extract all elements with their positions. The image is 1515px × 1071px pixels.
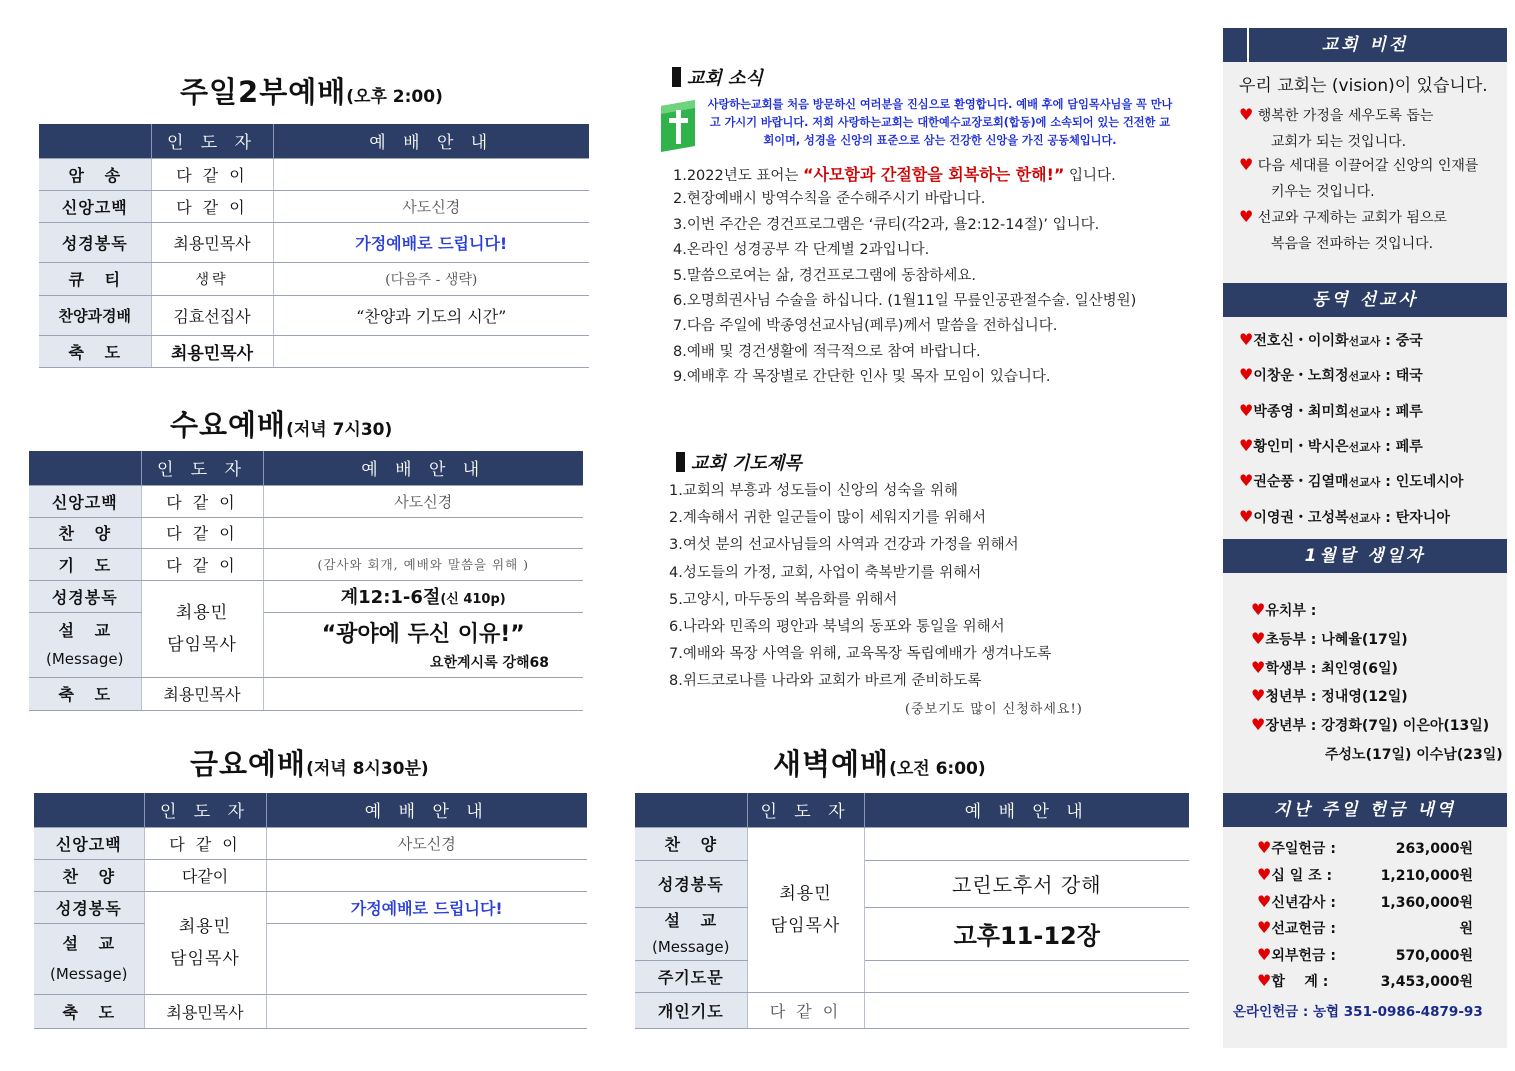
heart-icon: ♥ <box>1239 330 1254 349</box>
table-row <box>635 827 1189 860</box>
row-content <box>266 859 587 891</box>
motto-highlight: “사모함과 간절함을 회복하는 한해!” <box>803 165 1065 184</box>
row-label: 성경봉독 <box>34 891 144 923</box>
heart-icon: ♥ <box>1257 918 1272 937</box>
row-content <box>266 923 587 994</box>
row-label: 찬 양 <box>34 859 144 891</box>
offering-amount: 570,000원 <box>1395 948 1473 964</box>
row-leader: 다같이 <box>144 859 266 891</box>
birthdays-header <box>1223 539 1507 573</box>
heart-icon: ♥ <box>1257 865 1272 884</box>
missionary-suffix: 선교사 <box>1348 335 1381 348</box>
row-leader: 다 같 이 <box>141 517 263 548</box>
row-label-line1: 설 교 <box>62 933 116 953</box>
sunday-time: (오후 2:00) <box>346 87 443 107</box>
missionaries-header <box>1223 283 1507 317</box>
offering-label: 주일헌금 <box>1271 841 1326 857</box>
offering-row: ♥주일헌금 : 263,000원 <box>1257 838 1473 857</box>
header-divider <box>1247 28 1249 62</box>
header-blank <box>34 793 144 827</box>
row-leader: 다 같 이 <box>151 190 273 222</box>
heart-icon: ♥ <box>1257 838 1272 857</box>
merged-leader-line2: 담임목사 <box>770 915 841 936</box>
birthday-dept: 청년부 <box>1265 689 1306 705</box>
list-item: 6.오명희권사님 수술을 하십니다. (1월11일 무릎인공관절수술. 일산병원) <box>673 292 1137 309</box>
header-blank <box>635 793 747 827</box>
table-row <box>29 580 583 612</box>
missionary-country: 페루 <box>1395 404 1423 420</box>
header-guide: 예 배 안 내 <box>266 793 587 827</box>
list-item <box>673 162 1136 187</box>
missionary-item: ♥전호신・이이화선교사 : 중국 <box>1239 330 1423 349</box>
list-item: 8.예배 및 경건생활에 적극적으로 참여 바랍니다. <box>673 343 981 360</box>
header-bar <box>672 67 681 87</box>
birthday-item: ♥청년부 : 정내영(12일) <box>1251 686 1408 705</box>
row-content <box>864 992 1189 1028</box>
table-row <box>34 891 587 923</box>
missionary-country: 중국 <box>1395 333 1423 349</box>
scripture-ref: 계12:1-6절 <box>340 587 441 608</box>
row-label: 축 도 <box>34 994 144 1028</box>
heart-icon: ♥ <box>1239 436 1254 455</box>
missionary-country: 인도네시아 <box>1395 474 1464 490</box>
table-row <box>635 960 1189 992</box>
merged-leader-line1: 최용민 <box>779 883 832 904</box>
green-cross-icon <box>661 100 695 152</box>
row-content: 사도신경 <box>263 485 583 517</box>
offering-label: 합 계 <box>1271 974 1318 990</box>
offering-row: ♥신년감사 : 1,360,000원 <box>1257 892 1473 911</box>
news-item-1-pre: 1.2022년도 표어는 <box>673 168 803 184</box>
vision-item-line2: 키우는 것입니다. <box>1271 184 1375 200</box>
dawn-time: (오전 6:00) <box>889 759 986 779</box>
row-content <box>273 335 589 367</box>
wednesday-time: (저녁 7시30) <box>286 420 393 440</box>
list-item: 8.위드코로나를 나라와 교회가 바르게 준비하도록 <box>669 673 982 690</box>
birthday-dept: 유치부 <box>1265 603 1306 619</box>
row-label <box>34 923 144 994</box>
row-content <box>263 517 583 548</box>
vision-item-line1: 다음 세대를 이끌어갈 신앙의 인재를 <box>1257 158 1479 174</box>
heart-icon: ♥ <box>1239 155 1254 174</box>
table-row <box>34 859 587 891</box>
row-content <box>273 158 589 190</box>
list-item: 5.고양시, 마두동의 복음화를 위해서 <box>669 591 898 608</box>
table-header-row <box>29 451 583 485</box>
birthday-item: ♥유치부 : <box>1251 600 1317 619</box>
row-leader: 다 같 이 <box>151 158 273 190</box>
header-blank <box>29 451 141 485</box>
table-row <box>34 827 587 859</box>
missionary-suffix: 선교사 <box>1348 512 1381 525</box>
row-label-line2: (Message) <box>652 937 730 956</box>
missionary-country: 태국 <box>1395 368 1423 384</box>
scripture-note: (신 410p) <box>440 592 506 607</box>
missionaries-header-text: 동역 선교사 <box>1311 290 1419 310</box>
row-label: 개인기도 <box>635 992 747 1028</box>
offering-amount: 1,360,000원 <box>1380 895 1473 911</box>
prayer-note: (중보기도 많이 신청하세요!) <box>905 702 1083 717</box>
row-content: 고후11-12장 <box>864 907 1189 960</box>
missionary-item: ♥황인미・박시은선교사 : 페루 <box>1239 436 1423 455</box>
row-label-line1: 설 교 <box>664 910 718 930</box>
heart-icon: ♥ <box>1239 401 1254 420</box>
row-leader: 최용민목사 <box>144 994 266 1028</box>
row-label: 주기도문 <box>635 960 747 992</box>
missionary-names: 박종영・최미희 <box>1253 404 1349 420</box>
offering-header-text: 지난 주일 헌금 내역 <box>1273 800 1457 820</box>
sermon-title: “광야에 두신 이유!” <box>321 622 525 647</box>
vision-header-text: 교회 비전 <box>1321 35 1409 55</box>
list-item: 7.예배와 목장 사역을 위해, 교육목장 독립예배가 생겨나도록 <box>669 646 1052 663</box>
row-content: 가정예배로 드립니다! <box>273 222 589 262</box>
missionary-suffix: 선교사 <box>1348 476 1381 489</box>
row-content <box>864 827 1189 860</box>
offering-row: ♥합 계 : 3,453,000원 <box>1257 971 1473 990</box>
row-label: 암 송 <box>39 158 151 190</box>
table-row <box>29 612 583 677</box>
offering-row: ♥선교헌금 : 원 <box>1257 918 1473 937</box>
merged-leader <box>141 580 263 677</box>
news-header <box>672 64 763 90</box>
row-label: 성경봉독 <box>29 580 141 612</box>
table-row <box>29 548 583 580</box>
heart-icon: ♥ <box>1251 658 1266 677</box>
missionary-item: ♥이창운・노희정선교사 : 태국 <box>1239 365 1423 384</box>
row-leader: 다 같 이 <box>747 992 864 1028</box>
table-row <box>29 677 583 710</box>
header-leader: 인 도 자 <box>747 793 864 827</box>
vision-item-line2: 복음을 전파하는 것입니다. <box>1271 236 1434 252</box>
dawn-title <box>773 742 986 783</box>
row-label <box>29 612 141 677</box>
heart-icon: ♥ <box>1251 686 1266 705</box>
row-content <box>263 612 583 677</box>
missionary-names: 이영권・고성복 <box>1253 510 1349 526</box>
heart-icon: ♥ <box>1239 207 1254 226</box>
heart-icon: ♥ <box>1257 945 1272 964</box>
table-row <box>39 190 589 222</box>
row-content <box>864 960 1189 992</box>
vision-item <box>1239 102 1433 155</box>
header-leader: 인 도 자 <box>151 124 273 158</box>
vision-header <box>1223 28 1507 62</box>
row-leader: 최용민목사 <box>151 335 273 367</box>
heart-icon: ♥ <box>1251 629 1266 648</box>
heart-icon: ♥ <box>1239 507 1254 526</box>
welcome-message: 사랑하는교회를 처음 방문하신 여러분을 진심으로 환영합니다. 예배 후에 담임목사님을 꼭 만나고 가시기 바랍니다. 저희 사랑하는교회는 대한예수교장로회(합동)에 소속되어 있는 건전한 교회이며, 성경을 신앙의 표준으로 삼는 건강한 신앙을 가진 공동체입니다. <box>707 98 1173 147</box>
table-row <box>635 860 1189 907</box>
header-leader: 인 도 자 <box>144 793 266 827</box>
row-label: 신앙고백 <box>34 827 144 859</box>
row-leader: 다 같 이 <box>141 485 263 517</box>
merged-leader <box>144 891 266 994</box>
missionary-suffix: 선교사 <box>1348 441 1381 454</box>
birthday-names: 최인영(6일) <box>1321 661 1398 677</box>
row-content: 가정예배로 드립니다! <box>266 891 587 923</box>
missionary-country: 탄자니아 <box>1395 510 1450 526</box>
row-content: “찬양과 기도의 시간” <box>273 295 589 335</box>
missionary-suffix: 선교사 <box>1348 406 1381 419</box>
friday-title-text: 금요예배 <box>190 747 307 781</box>
list-item: 2.현장예배시 방역수칙을 준수해주시기 바랍니다. <box>673 191 986 208</box>
birthday-names: 정내영(12일) <box>1321 689 1408 705</box>
sermon-note: 요한계시록 강해68 <box>429 655 549 671</box>
missionary-names: 황인미・박시은 <box>1253 439 1349 455</box>
dawn-title-text: 새벽예배 <box>773 747 890 781</box>
row-label: 찬 양 <box>635 827 747 860</box>
list-item: 6.나라와 민족의 평안과 북녘의 동포와 통일을 위해서 <box>669 618 1005 635</box>
heart-icon: ♥ <box>1251 715 1266 734</box>
row-leader: 최용민목사 <box>151 222 273 262</box>
merged-leader-line1: 최용민 <box>175 602 229 623</box>
heart-icon: ♥ <box>1251 600 1266 619</box>
header-guide: 예 배 안 내 <box>263 451 583 485</box>
missionary-suffix: 선교사 <box>1348 370 1381 383</box>
prayer-list <box>669 478 1051 696</box>
heart-icon: ♥ <box>1239 365 1254 384</box>
header-guide: 예 배 안 내 <box>864 793 1189 827</box>
offering-row: ♥외부헌금 : 570,000원 <box>1257 945 1473 964</box>
header-blank <box>39 124 151 158</box>
row-label: 기 도 <box>29 548 141 580</box>
row-label: 찬 양 <box>29 517 141 548</box>
row-label: 큐 티 <box>39 262 151 295</box>
row-content <box>263 677 583 710</box>
offering-label: 신년감사 <box>1271 895 1326 911</box>
heart-icon: ♥ <box>1257 971 1272 990</box>
row-leader: 다 같 이 <box>141 548 263 580</box>
row-label-line2: (Message) <box>46 649 124 668</box>
sunday-table <box>39 124 589 368</box>
vision-item-line1: 선교와 구제하는 교회가 됨으로 <box>1257 210 1447 226</box>
row-leader: 생략 <box>151 262 273 295</box>
row-label: 성경봉독 <box>635 860 747 907</box>
row-label: 찬양과경배 <box>39 295 151 335</box>
row-label: 신앙고백 <box>39 190 151 222</box>
birthday-names: 나혜율(17일) <box>1321 632 1408 648</box>
wednesday-table <box>29 451 583 711</box>
row-content <box>263 580 583 612</box>
missionary-names: 권순풍・김열매 <box>1253 474 1349 490</box>
merged-leader-line2: 담임목사 <box>170 948 240 969</box>
missionary-country: 페루 <box>1395 439 1423 455</box>
vision-item <box>1239 204 1447 257</box>
list-item: 2.계속해서 귀한 일군들이 많이 세워지기를 위해서 <box>669 510 987 527</box>
birthday-item: ♥학생부 : 최인영(6일) <box>1251 658 1398 677</box>
offering-label: 외부헌금 <box>1271 948 1326 964</box>
offering-amount: 1,210,000원 <box>1380 868 1473 884</box>
birthday-dept: 초등부 <box>1265 632 1306 648</box>
news-item-1-post: 입니다. <box>1064 168 1116 184</box>
offering-amount: 263,000원 <box>1395 841 1473 857</box>
wednesday-title-text: 수요예배 <box>170 408 287 442</box>
missionary-names: 이창운・노희정 <box>1253 368 1349 384</box>
row-label <box>635 907 747 960</box>
header-bar <box>676 452 685 472</box>
list-item: 4.성도들의 가정, 교회, 사업이 축복받기를 위해서 <box>669 564 982 581</box>
prayer-header <box>676 449 802 475</box>
table-row <box>39 158 589 190</box>
vision-intro: 우리 교회는 (vision)이 있습니다. <box>1239 76 1488 96</box>
offering-label: 십 일 조 <box>1271 868 1322 884</box>
merged-leader-line2: 담임목사 <box>167 634 237 655</box>
offering-row: ♥십 일 조 : 1,210,000원 <box>1257 865 1473 884</box>
list-item: 9.예배후 각 목장별로 간단한 인사 및 목자 모임이 있습니다. <box>673 369 1051 386</box>
offering-header <box>1223 793 1507 827</box>
table-row <box>29 485 583 517</box>
table-header-row <box>39 124 589 158</box>
row-content: (다음주 - 생략) <box>273 262 589 295</box>
friday-time: (저녁 8시30분) <box>306 759 429 779</box>
heart-icon: ♥ <box>1239 105 1254 124</box>
list-item: 3.여섯 분의 선교사님들의 사역과 건강과 가정을 위해서 <box>669 537 1019 554</box>
table-row <box>39 262 589 295</box>
news-list <box>673 162 1136 391</box>
table-row <box>39 222 589 262</box>
table-row <box>635 907 1189 960</box>
list-item: 1.교회의 부흥과 성도들이 신앙의 성숙을 위해 <box>669 483 959 499</box>
birthday-extra: 주성노(17일) 이수남(23일) <box>1325 747 1503 763</box>
table-row <box>29 517 583 548</box>
dawn-table <box>635 793 1189 1029</box>
row-content: 사도신경 <box>266 827 587 859</box>
missionary-names: 전호신・이이화 <box>1253 333 1349 349</box>
birthdays-header-text: 1월달 생일자 <box>1304 546 1426 566</box>
row-content: (감사와 회개, 예배와 말씀을 위해 ) <box>263 548 583 580</box>
table-row <box>635 992 1189 1028</box>
table-header-row <box>635 793 1189 827</box>
row-content <box>266 994 587 1028</box>
list-item: 4.온라인 성경공부 각 단계별 2과입니다. <box>673 242 930 259</box>
vision-item-line1: 행복한 가정을 세우도록 돕는 <box>1257 108 1434 124</box>
table-row <box>39 295 589 335</box>
missionary-item: ♥박종영・최미희선교사 : 페루 <box>1239 401 1423 420</box>
row-leader: 김효선집사 <box>151 295 273 335</box>
vision-item <box>1239 152 1478 205</box>
table-row <box>34 994 587 1028</box>
list-item: 7.다음 주일에 박종영선교사님(페루)께서 말씀을 전하십니다. <box>673 318 1058 335</box>
table-row <box>39 335 589 367</box>
birthday-item: ♥초등부 : 나혜율(17일) <box>1251 629 1408 648</box>
offering-amount: 원 <box>1459 921 1473 937</box>
birthday-dept: 장년부 <box>1265 718 1306 734</box>
heart-icon: ♥ <box>1239 471 1254 490</box>
birthday-item: ♥장년부 : 강경화(7일) 이은아(13일) <box>1251 715 1490 734</box>
right-panel <box>1223 28 1507 1048</box>
prayer-header-text: 교회 기도제목 <box>691 453 802 474</box>
row-leader: 최용민목사 <box>141 677 263 710</box>
sunday-title <box>180 70 443 111</box>
missionary-item: ♥권순풍・김열매선교사 : 인도네시아 <box>1239 471 1464 490</box>
list-item: 5.말씀으로여는 삶, 경건프로그램에 동참하세요. <box>673 267 977 284</box>
offering-amount: 3,453,000원 <box>1380 974 1473 990</box>
vision-item-line2: 교회가 되는 것입니다. <box>1271 134 1407 150</box>
row-label-line2: (Message) <box>50 964 128 983</box>
offering-label: 선교헌금 <box>1271 921 1326 937</box>
list-item: 3.이번 주간은 경건프로그램은 ‘큐티(각2과, 욜2:12-14절)’ 입니다. <box>673 216 1100 233</box>
header-leader: 인 도 자 <box>141 451 263 485</box>
online-offering: 온라인헌금 : 농협 351-0986-4879-93 <box>1233 1004 1483 1020</box>
sunday-title-text: 주일2부예배 <box>180 75 347 109</box>
row-content: 사도신경 <box>273 190 589 222</box>
friday-title <box>190 742 429 783</box>
row-label: 축 도 <box>39 335 151 367</box>
missionary-item: ♥이영권・고성복선교사 : 탄자니아 <box>1239 507 1450 526</box>
wednesday-title <box>170 403 392 444</box>
heart-icon: ♥ <box>1257 892 1272 911</box>
merged-leader-line1: 최용민 <box>178 916 232 937</box>
birthday-dept: 학생부 <box>1265 661 1306 677</box>
news-header-text: 교회 소식 <box>687 68 763 89</box>
row-label: 성경봉독 <box>39 222 151 262</box>
birthday-names: 강경화(7일) 이은아(13일) <box>1321 718 1490 734</box>
row-label: 축 도 <box>29 677 141 710</box>
row-leader: 다 같 이 <box>144 827 266 859</box>
row-label: 신앙고백 <box>29 485 141 517</box>
table-row <box>34 923 587 994</box>
friday-table <box>34 793 587 1029</box>
merged-leader <box>747 827 864 992</box>
row-label-line1: 설 교 <box>58 620 112 640</box>
header-guide: 예 배 안 내 <box>273 124 589 158</box>
table-header-row <box>34 793 587 827</box>
row-content: 고린도후서 강해 <box>864 860 1189 907</box>
